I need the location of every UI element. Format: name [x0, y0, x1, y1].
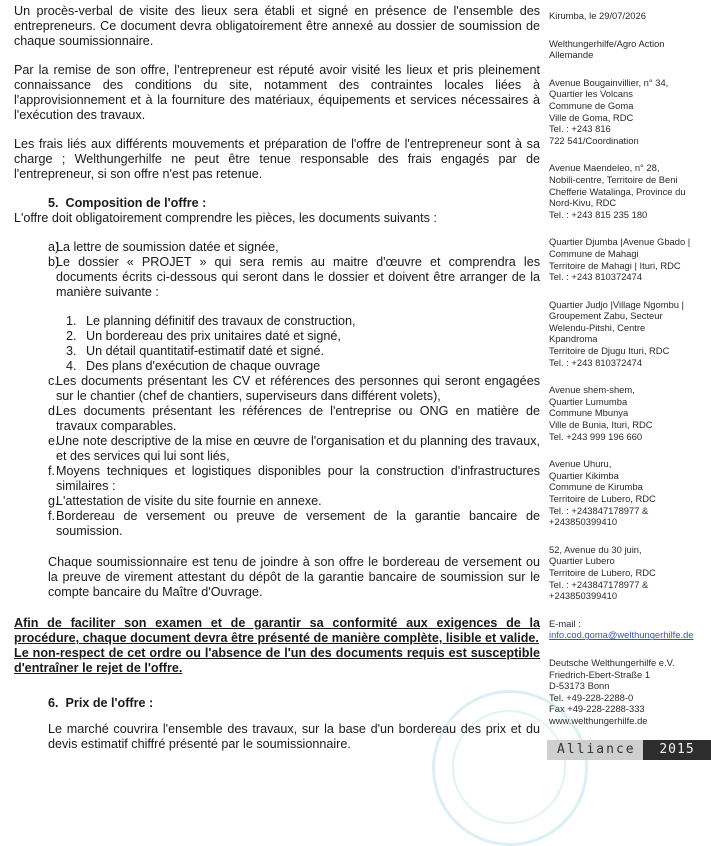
address-goma [549, 77, 709, 147]
list-marker: a) [48, 240, 60, 254]
offer-items-list-b [14, 374, 540, 539]
paragraph-offer-submission: Par la remise de son offre, l'entrepreneur est réputé avoir visité les lieux et pris pleinement connaissance des conditions du site, notamment des contraintes locales liées à l'approvisionnement et à la fourniture des matériaux, équipements et services nécessaires à l'exécution des travaux. [14, 63, 540, 122]
address-line: Nobili-centre, Territoire de Beni [549, 173, 678, 185]
list-item [14, 404, 540, 434]
address-line: Tel. : +243847178977 & [549, 504, 649, 516]
address-line: Commune Mbunya [549, 407, 629, 419]
address-line: Quartier Kikimba [549, 469, 619, 481]
address-line: Nord-Kivu, RDC [549, 197, 617, 209]
address-line: Quartier Djumba |Avenue Gbado | [549, 236, 691, 248]
address-line: Quartier les Volcans [549, 88, 633, 100]
section-5-intro: L'offre doit obligatoirement comprendre les pièces, les documents suivants : [14, 211, 437, 225]
list-item-text: Bordereau de versement ou preuve de versement de la garantie bancaire de soumission. [56, 509, 540, 538]
list-marker: b) [48, 255, 60, 269]
address-line: Quartier Lubero [549, 555, 615, 567]
org-name-line: Allemande [549, 49, 594, 61]
alliance-word: Alliance [557, 742, 636, 757]
stamp-watermark-inner [452, 710, 566, 824]
address-kpandroma [549, 299, 709, 369]
section-6-number: 6. [48, 696, 59, 710]
paragraph-costs: Les frais liés aux différents mouvements et préparation de l'offre de l'entrepreneur sont à sa charge ; Welthungerhilfe ne peut être tenue responsable des frais engagés par de l'entrepreneur, si son offre n'est pas retenue. [14, 137, 540, 181]
list-item [14, 374, 540, 404]
paragraph-guarantee: Chaque soumissionnaire est tenu de joindre à son offre le bordereau de versement ou la preuve de virement attestant du dépôt de la garantie bancaire de soumission sur le compte bancaire du Maître d'Ouvrage. [48, 555, 540, 599]
hq-line: Deutsche Welthungerhilfe e.V. [549, 656, 675, 668]
list-item [14, 344, 540, 359]
address-line: Commune de Mahagi [549, 247, 639, 259]
paragraph-price: Le marché couvrira l'ensemble des travaux, sur la base d'un bordereau des prix et du devis estimatif chiffré présenté par le soumissionnaire. [48, 722, 540, 751]
address-line: Ville de Goma, RDC [549, 111, 634, 123]
address-line: Territoire de Lubero, RDC [549, 493, 656, 504]
email-block [549, 618, 709, 641]
list-item-text: L'attestation de visite du site fournie en annexe. [56, 494, 322, 508]
project-documents-list [14, 314, 540, 374]
address-beni [549, 162, 709, 220]
list-item-text: Des plans d'exécution de chaque ouvrage [86, 359, 321, 373]
list-item [14, 240, 540, 255]
list-item [14, 255, 540, 300]
list-item-text: Les documents présentant les CV et références des personnes qui seront engagées sur le chantier (chef de chantiers, superviseurs dans différent volets), [56, 374, 540, 403]
list-item [14, 494, 540, 509]
paragraph-site-visit: Un procès-verbal de visite des lieux sera établi et signé en présence de l'ensemble des entrepreneurs. Ce document devra obligatoirement être annexé au dossier de soumission de chaque soumissionnaire. [14, 4, 540, 48]
address-line: Avenue Bougainvillier, n° 34, [549, 76, 669, 88]
address-line: Tel. : +243 815 235 180 [549, 208, 648, 220]
paragraph-completeness-notice: Afin de faciliter son examen et de garantir sa conformité aux exigences de la procédure, chaque document devra être présenté de manière complète, lisible et valide. [14, 616, 540, 645]
address-line: Chefferie Watalinga, Province du [549, 185, 686, 197]
list-item-text: La lettre de soumission datée et signée, [56, 240, 279, 254]
list-item-text: Une note descriptive de la mise en œuvre de l'organisation et du planning des travaux, et des services qui lui sont liés, [56, 434, 540, 463]
section-6-title: Prix de l'offre : [65, 696, 154, 710]
offer-items-list-a [14, 240, 540, 300]
hq-line: Friedrich-Ebert-Straße 1 [549, 668, 651, 680]
list-marker: 4. [66, 359, 77, 373]
address-lubero [549, 544, 709, 602]
list-marker: d. [48, 404, 59, 418]
list-item [14, 434, 540, 464]
address-line: Tel. : +243 810372474 [549, 271, 643, 283]
list-marker: c. [48, 374, 58, 388]
address-line: Commune de Goma [549, 99, 634, 111]
list-marker: g. [48, 494, 59, 508]
address-line: Avenue shem-shem, [549, 384, 635, 396]
address-line: 52, Avenue du 30 juin, [549, 543, 642, 555]
sidebar-org-block [549, 38, 709, 61]
alliance-2015-logo [547, 740, 711, 760]
address-line: Quartier Judjo |Village Ngombu | [549, 298, 684, 310]
address-line: +243850399410 [549, 590, 618, 602]
document-body [14, 4, 540, 752]
address-mahagi [549, 236, 709, 282]
address-line: Avenue Maendeleo, n° 28, [549, 162, 660, 174]
section-5-number: 5. [48, 196, 59, 210]
headquarters-block [549, 657, 709, 727]
address-line: Territoire de Mahagi | Ituri, RDC [549, 259, 681, 271]
list-item-text: Les documents présentant les références de l'entreprise ou ONG en matière de travaux comparables. [56, 404, 540, 433]
address-line: Commune de Kirumba [549, 481, 643, 493]
list-item-text: Le dossier « PROJET » qui sera remis au maitre d'œuvre et comprendra les documents écrits ci-dessous qui seront dans le dossier et doivent être arranger de la manière suivante : [56, 255, 540, 299]
letter-date: Kirumba, le 29/07/2026 [549, 10, 646, 21]
address-line: Tel. : +243 816 [549, 123, 611, 135]
hq-line: Tel. +49-228-2288-0 [549, 691, 634, 703]
address-line: Territoire de Lubero, RDC [549, 566, 656, 578]
email-label: E-mail : [549, 617, 581, 629]
address-line: Tel. : +243 810372474 [549, 356, 643, 368]
address-line: Avenue Uhuru, [549, 458, 612, 470]
list-item-text: Le planning définitif des travaux de construction, [86, 314, 356, 328]
list-item [14, 314, 540, 329]
list-item [14, 464, 540, 494]
address-line: Quartier Lumumba [549, 395, 628, 407]
sidebar-date-block [549, 10, 709, 22]
hq-line: Fax +49-228-2288-333 [549, 703, 645, 715]
list-marker: f. [48, 509, 55, 523]
address-bunia [549, 384, 709, 442]
list-item [14, 509, 540, 539]
email-link[interactable]: info.cod.goma@welthungerhilfe.de [549, 629, 694, 641]
address-line: Tel. +243 999 196 660 [549, 430, 643, 442]
hq-line: D-53173 Bonn [549, 680, 610, 692]
section-5-heading [14, 196, 540, 211]
list-marker: 1. [66, 314, 77, 328]
address-line: +243850399410 [549, 516, 618, 528]
address-line: Territoire de Djugu Ituri, RDC [549, 345, 670, 357]
list-item-text: Moyens techniques et logistiques disponibles pour la construction d'infrastructures similaires : [56, 464, 540, 493]
list-item [14, 329, 540, 344]
list-marker: e. [48, 434, 59, 448]
list-marker: f. [48, 464, 55, 478]
list-marker: 2. [66, 329, 77, 343]
org-name-line: Welthungerhilfe/Agro Action [549, 37, 665, 49]
section-5-title: Composition de l'offre : [65, 196, 207, 210]
address-line: Welendu-Pitshi, Centre [549, 321, 646, 333]
website-link[interactable]: www.welthungerhilfe.de [549, 714, 648, 726]
list-marker: 3. [66, 344, 77, 358]
address-line: Groupement Zabu, Secteur [549, 310, 663, 322]
list-item-text: Un détail quantitatif-estimatif daté et signé. [86, 344, 325, 358]
list-item-text: Un bordereau des prix unitaires daté et signé, [86, 329, 341, 343]
address-line: Ville de Bunia, Ituri, RDC [549, 419, 653, 431]
paragraph-rejection-notice: Le non-respect de cet ordre ou l'absence de l'un des documents requis est susceptible d'entraîner le rejet de l'offre. [14, 646, 540, 675]
address-kirumba [549, 458, 709, 528]
address-line: 722 541/Coordination [549, 134, 639, 146]
address-line: Tel. : +243847178977 & [549, 578, 649, 590]
letterhead-sidebar [549, 10, 709, 743]
alliance-year: 2015 [643, 740, 711, 760]
address-line: Kpandroma [549, 333, 598, 345]
list-item [14, 359, 540, 374]
